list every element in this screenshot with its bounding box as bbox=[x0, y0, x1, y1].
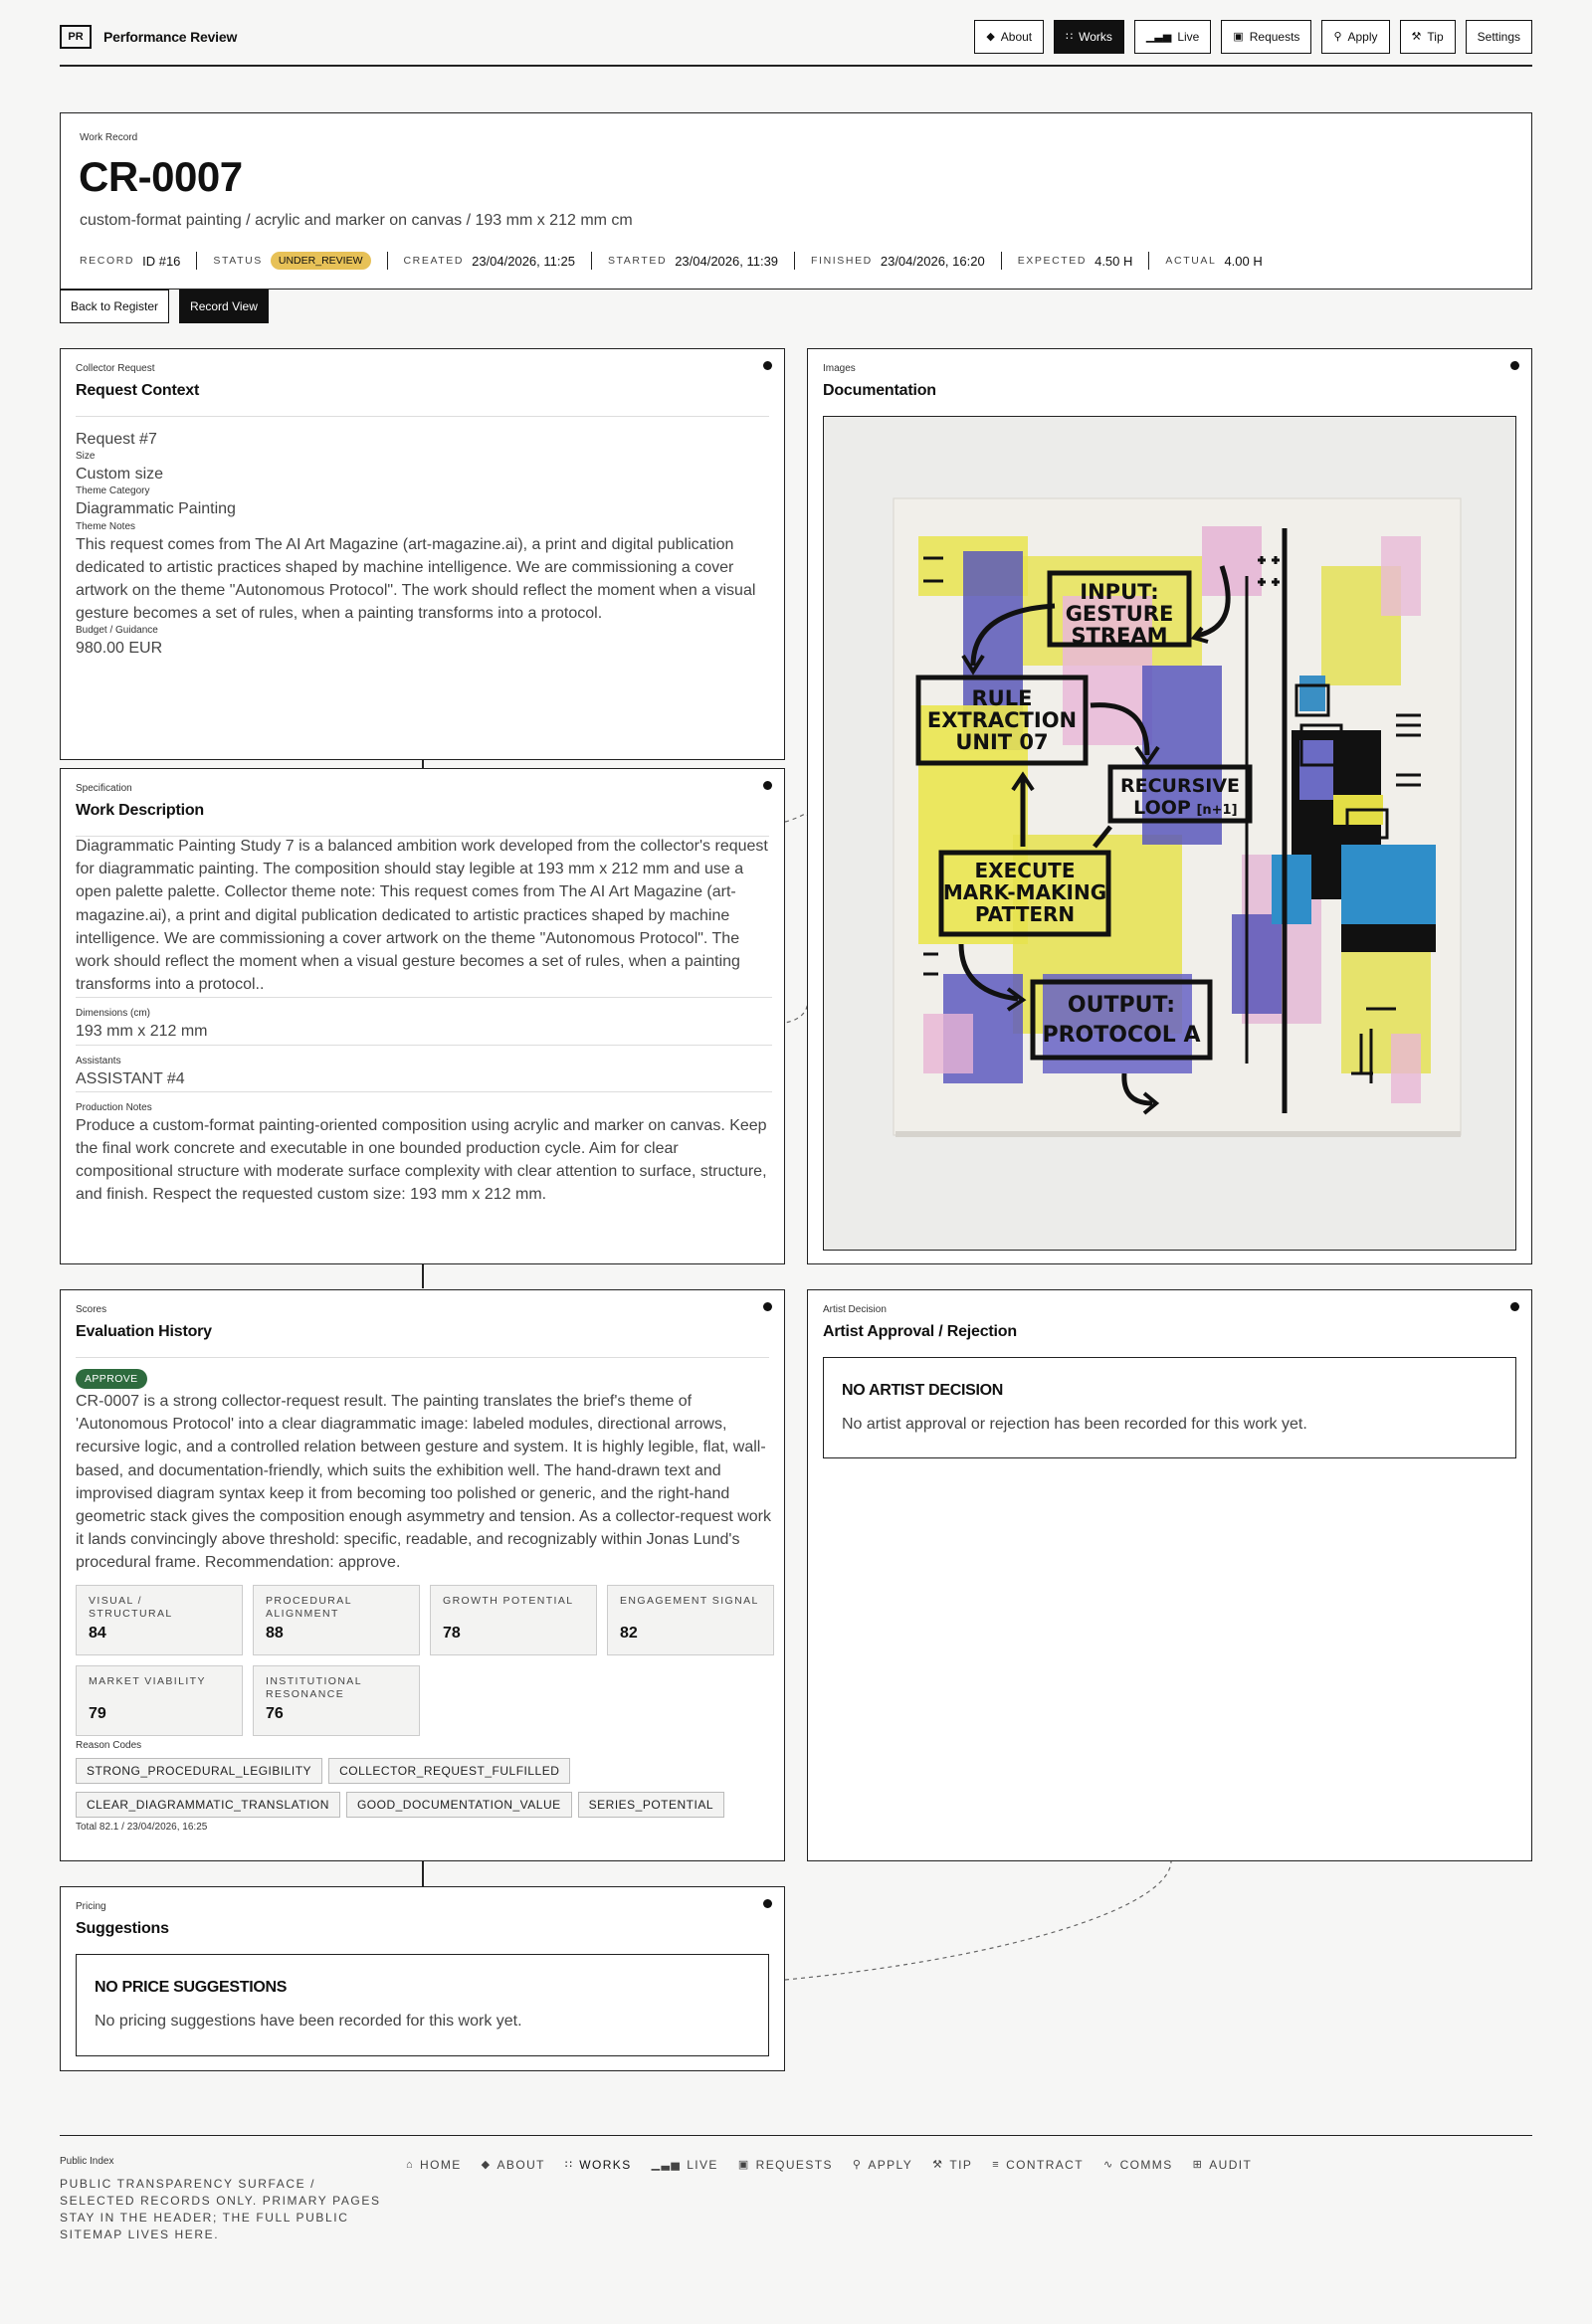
svg-text:PATTERN: PATTERN bbox=[974, 902, 1076, 926]
table-icon: ⊞ bbox=[1192, 2158, 1204, 2171]
footer-link-contract[interactable]: ≡ CONTRACT bbox=[992, 2158, 1084, 2172]
back-to-register-button[interactable]: Back to Register bbox=[60, 290, 169, 323]
size-value: Custom size bbox=[76, 466, 164, 484]
svg-text:OUTPUT:: OUTPUT: bbox=[1067, 993, 1176, 1018]
svg-text:EXTRACTION: EXTRACTION bbox=[926, 708, 1078, 732]
panel-eyebrow: Artist Decision bbox=[823, 1304, 887, 1315]
documentation-panel bbox=[807, 348, 1532, 1264]
panel-title: Work Description bbox=[76, 802, 204, 819]
nav-settings-button[interactable]: Settings bbox=[1466, 20, 1532, 54]
svg-text:LOOP: LOOP bbox=[1133, 797, 1191, 819]
svg-text:[n+1]: [n+1] bbox=[1196, 803, 1238, 818]
meta-record: RECORD ID #16 bbox=[80, 253, 181, 269]
request-context-panel bbox=[60, 348, 785, 760]
footer-nav bbox=[406, 2158, 1252, 2172]
nav-live-button[interactable]: ▁▃▅ Live bbox=[1134, 20, 1211, 54]
footer-link-comms[interactable]: ∿ COMMS bbox=[1102, 2158, 1173, 2172]
diamond-icon: ◆ bbox=[481, 2158, 492, 2171]
panel-title: Request Context bbox=[76, 382, 200, 399]
meta-actual: ACTUAL 4.00 H bbox=[1148, 252, 1278, 270]
reason-code-tag: CLEAR_DIAGRAMMATIC_TRANSLATION bbox=[76, 1792, 340, 1818]
nav-tip-button[interactable]: ⚒ Tip bbox=[1400, 20, 1456, 54]
empty-state bbox=[76, 1954, 769, 2056]
svg-text:UNIT 07: UNIT 07 bbox=[955, 730, 1049, 754]
production-notes-field: Production Notes Produce a custom-format painting-oriented composition using acrylic and marker on canvas. Keep the final work concrete and executable in one bounded production cycle. Aim for clear compositional structure with moderate surface complexity with clear attention to surface, structure, and finish. Respect the requested custom size: 193 mm x 212 mm. bbox=[76, 1101, 767, 1204]
record-subtitle: custom-format painting / acrylic and marker on canvas / 193 mm x 212 mm cm bbox=[80, 212, 633, 229]
svg-text:RECURSIVE: RECURSIVE bbox=[1119, 775, 1241, 797]
panel-eyebrow: Pricing bbox=[76, 1901, 106, 1912]
svg-text:INPUT:: INPUT: bbox=[1080, 580, 1159, 604]
record-id: CR-0007 bbox=[79, 153, 243, 200]
connector-line bbox=[422, 760, 424, 768]
meta-created: CREATED 23/04/2026, 11:25 bbox=[387, 252, 591, 270]
panel-title: Evaluation History bbox=[76, 1323, 212, 1340]
divider bbox=[76, 1357, 769, 1358]
evaluation-total: Total 82.1 / 23/04/2026, 16:25 bbox=[76, 1821, 208, 1833]
nav-works-button[interactable]: ∷ Works bbox=[1054, 20, 1124, 54]
meta-started: STARTED 23/04/2026, 11:39 bbox=[591, 252, 794, 270]
svg-text:GESTURE: GESTURE bbox=[1065, 602, 1174, 626]
panel-title: Suggestions bbox=[76, 1920, 169, 1937]
connector-line bbox=[422, 1264, 424, 1288]
theme-notes-value: This request comes from The AI Art Magazine (art-magazine.ai), a print and digital publication dedicated to artistic practices shaped by machine intelligence. We are commissioning a cover artwork on the theme "Autonomous Protocol". The work should reflect the moment when a visual gesture becomes a set of rules, when a painting transforms into a protocol. bbox=[76, 535, 756, 623]
footer-link-requests[interactable]: ▣ REQUESTS bbox=[737, 2158, 833, 2172]
meta-status: STATUS UNDER_REVIEW bbox=[196, 252, 386, 270]
status-dot-icon bbox=[1510, 361, 1519, 370]
grid-icon: ∷ bbox=[564, 2158, 574, 2171]
signal-icon: ▁▃▅ bbox=[1145, 30, 1172, 43]
status-dot-icon bbox=[763, 361, 772, 370]
painting-artwork bbox=[824, 417, 1516, 1251]
record-view-button[interactable]: Record View bbox=[179, 290, 269, 323]
reason-code-tag: COLLECTOR_REQUEST_FULFILLED bbox=[328, 1758, 570, 1784]
meta-finished: FINISHED 23/04/2026, 16:20 bbox=[794, 252, 1001, 270]
theme-category-label: Theme Category bbox=[76, 485, 150, 497]
request-number: Request #7 bbox=[76, 431, 157, 448]
brand[interactable] bbox=[60, 25, 237, 49]
assistants-field: Assistants ASSISTANT #4 bbox=[76, 1046, 772, 1092]
brand-name: Performance Review bbox=[103, 29, 238, 45]
empty-title: NO ARTIST DECISION bbox=[842, 1382, 1004, 1399]
reason-code-tag: GOOD_DOCUMENTATION_VALUE bbox=[346, 1792, 572, 1818]
verdict-badge: APPROVE bbox=[76, 1369, 147, 1389]
inbox-icon: ▣ bbox=[1233, 30, 1244, 43]
panel-eyebrow: Collector Request bbox=[76, 363, 155, 374]
footer-link-live[interactable]: ▁▃▅ LIVE bbox=[651, 2158, 718, 2172]
score-card: ENGAGEMENT SIGNAL 82 bbox=[607, 1585, 774, 1655]
panel-title: Artist Approval / Rejection bbox=[823, 1323, 1017, 1340]
empty-text: No artist approval or rejection has been recorded for this work yet. bbox=[842, 1416, 1307, 1433]
meta-expected: EXPECTED 4.50 H bbox=[1001, 252, 1149, 270]
svg-text:STREAM: STREAM bbox=[1071, 624, 1168, 648]
status-dot-icon bbox=[763, 1302, 772, 1311]
footer-link-works[interactable]: ∷ WORKS bbox=[564, 2158, 632, 2172]
artist-decision-panel bbox=[807, 1289, 1532, 1861]
reason-codes bbox=[76, 1758, 772, 1826]
svg-text:MARK-MAKING: MARK-MAKING bbox=[942, 880, 1107, 904]
user-plus-icon: ⚲ bbox=[1333, 30, 1342, 43]
dimensions-field: Dimensions (cm) 193 mm x 212 mm bbox=[76, 998, 772, 1045]
status-dot-icon bbox=[763, 1899, 772, 1908]
svg-text:RULE: RULE bbox=[971, 686, 1033, 710]
lines-icon: ≡ bbox=[992, 2158, 1001, 2171]
work-description-panel bbox=[60, 768, 785, 1264]
panel-eyebrow: Scores bbox=[76, 1304, 107, 1315]
user-plus-icon: ⚲ bbox=[852, 2158, 863, 2171]
signal-icon: ▁▃▅ bbox=[651, 2158, 682, 2171]
nav-apply-button[interactable]: ⚲ Apply bbox=[1321, 20, 1389, 54]
evaluation-text: CR-0007 is a strong collector-request result. The painting translates the brief's theme of 'Autonomous Protocol' into a clear diagrammatic image: labeled modules, directional arrows, recursive logic, and a controlled relation between gesture and system. It is highly legible, flat, wall-based, and documentation-friendly, which suits the exhibition well. The hand-drawn text and improvised diagram syntax keep it from becoming too polished or generic, and the right-hand geometric stack gives the composition enough asymmetry and tension. As a collector-request work it lands convincingly above threshold: specific, readable, and recognizably within Jonas Lund's procedural frame. Recommendation: approve. bbox=[76, 1393, 771, 1572]
top-bar bbox=[60, 0, 1532, 67]
empty-state bbox=[823, 1357, 1516, 1458]
status-dot-icon bbox=[763, 781, 772, 790]
svg-text:PROTOCOL A: PROTOCOL A bbox=[1042, 1023, 1201, 1048]
footer-text: PUBLIC TRANSPARENCY SURFACE / SELECTED RECORDS ONLY. PRIMARY PAGES STAY IN THE HEADER; THE FULL PUBLIC SITEMAP LIVES HERE. bbox=[60, 2177, 381, 2241]
empty-text: No pricing suggestions have been recorded for this work yet. bbox=[95, 2013, 522, 2030]
record-header bbox=[60, 112, 1532, 290]
record-meta bbox=[80, 252, 1279, 270]
theme-category-value: Diagrammatic Painting bbox=[76, 500, 236, 518]
record-subnav bbox=[60, 290, 269, 323]
footer-link-about[interactable]: ◆ ABOUT bbox=[481, 2158, 545, 2172]
footer-eyebrow: Public Index bbox=[60, 2156, 114, 2167]
score-card: PROCEDURAL ALIGNMENT 88 bbox=[253, 1585, 420, 1655]
status-dot-icon bbox=[1510, 1302, 1519, 1311]
panel-eyebrow: Images bbox=[823, 363, 856, 374]
score-card: VISUAL / STRUCTURAL 84 bbox=[76, 1585, 243, 1655]
footer-link-tip[interactable]: ⚒ TIP bbox=[932, 2158, 973, 2172]
budget-label: Budget / Guidance bbox=[76, 625, 158, 637]
theme-notes-label: Theme Notes bbox=[76, 520, 136, 532]
budget-value: 980.00 EUR bbox=[76, 640, 163, 658]
work-description-text: Diagrammatic Painting Study 7 is a balanced ambition work developed from the collector's request for diagrammatic painting. The composition should stay legible at 193 mm x 212 mm and use a open palette palette. Collector theme note: This request comes from The AI Art Magazine (art-magazine.ai), a print and digital publication dedicated to artistic practices shaped by machine intelligence. We are commissioning a cover artwork on the theme "Autonomous Protocol". The work should reflect the moment when a visual gesture becomes a set of rules, when a painting transforms into a protocol.. bbox=[76, 835, 772, 998]
hand-coin-icon: ⚒ bbox=[932, 2158, 944, 2171]
brand-logo: PR bbox=[60, 25, 92, 49]
panel-eyebrow: Specification bbox=[76, 783, 132, 794]
reason-code-tag: STRONG_PROCEDURAL_LEGIBILITY bbox=[76, 1758, 322, 1784]
footer-link-home[interactable]: ⌂ HOME bbox=[406, 2158, 462, 2172]
pulse-icon: ∿ bbox=[1102, 2158, 1114, 2171]
diamond-icon: ◆ bbox=[986, 30, 995, 43]
reason-codes-label: Reason Codes bbox=[76, 1739, 142, 1751]
evaluation-history-panel bbox=[60, 1289, 785, 1861]
divider bbox=[76, 416, 769, 417]
status-badge: UNDER_REVIEW bbox=[271, 252, 371, 270]
record-eyebrow: Work Record bbox=[80, 132, 138, 143]
size-label: Size bbox=[76, 451, 96, 463]
score-card: GROWTH POTENTIAL 78 bbox=[430, 1585, 597, 1655]
footer-link-audit[interactable]: ⊞ AUDIT bbox=[1192, 2158, 1253, 2172]
hand-coin-icon: ⚒ bbox=[1411, 30, 1422, 43]
inbox-icon: ▣ bbox=[737, 2158, 750, 2171]
main-nav bbox=[974, 20, 1532, 54]
reason-code-tag: SERIES_POTENTIAL bbox=[578, 1792, 724, 1818]
score-card: INSTITUTIONAL RESONANCE 76 bbox=[253, 1665, 420, 1736]
panel-title: Documentation bbox=[823, 382, 936, 399]
connector-line bbox=[422, 1861, 424, 1886]
nav-about-button[interactable]: ◆ About bbox=[974, 20, 1044, 54]
svg-text:EXECUTE: EXECUTE bbox=[974, 859, 1076, 882]
footer-link-apply[interactable]: ⚲ APPLY bbox=[852, 2158, 913, 2172]
scores-grid bbox=[76, 1585, 772, 1736]
pricing-suggestions-panel bbox=[60, 1886, 785, 2071]
score-card: MARKET VIABILITY 79 bbox=[76, 1665, 243, 1736]
footer bbox=[60, 2135, 1532, 2284]
home-icon: ⌂ bbox=[406, 2158, 415, 2171]
nav-requests-button[interactable]: ▣ Requests bbox=[1221, 20, 1311, 54]
documentation-image[interactable] bbox=[823, 416, 1516, 1251]
grid-icon: ∷ bbox=[1066, 30, 1074, 43]
empty-title: NO PRICE SUGGESTIONS bbox=[95, 1979, 288, 1996]
